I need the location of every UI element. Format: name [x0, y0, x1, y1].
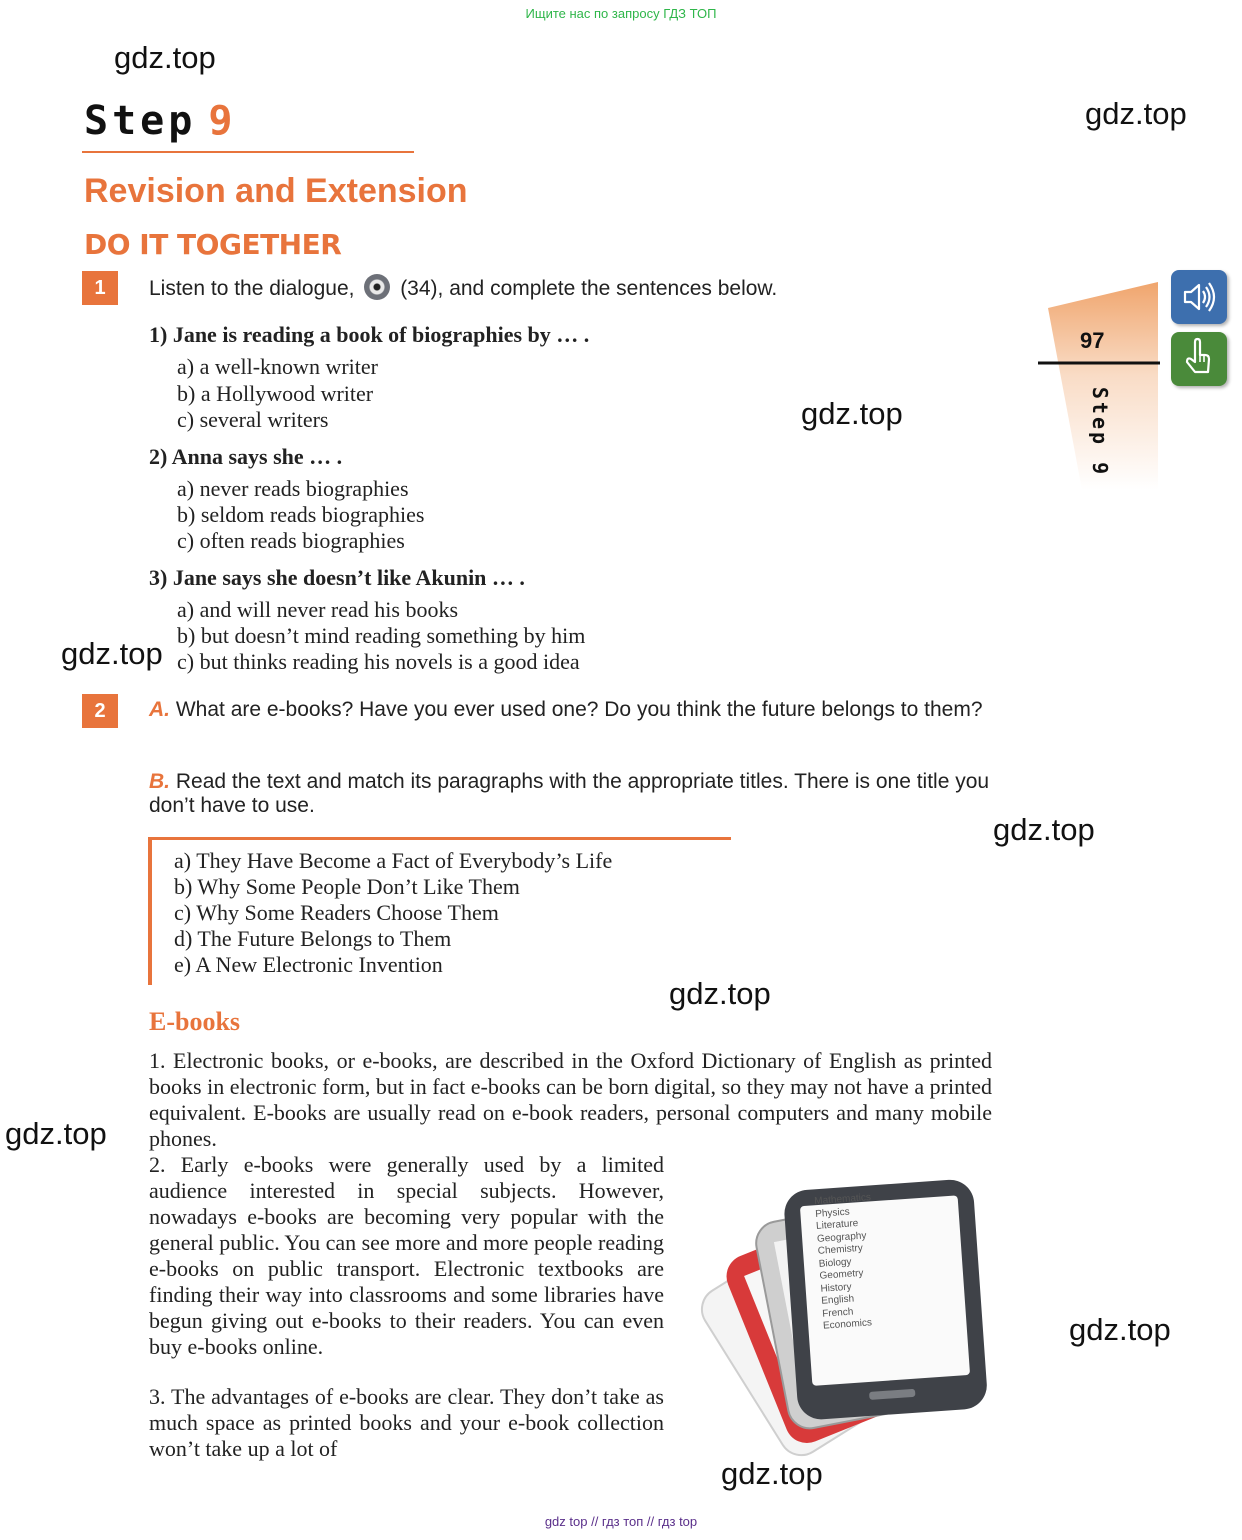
question: 3) Jane says she doesn’t like Akunin … . — [149, 565, 525, 590]
ex2-part-a — [149, 698, 993, 722]
paragraph-2: 2. Early e-books were generally used by a limited audience interested in special subjects. However, nowadays e-books are becoming very popular with the general public. You can see more and more people reading e-books on public transport. Electronic textbooks are finding their way into classrooms and some libraries have begun giving out e-books to their readers. You can even buy e-books online. — [149, 1152, 664, 1359]
ereader-menu-item: Physics — [814, 1206, 851, 1220]
ex1-instruction — [149, 274, 777, 301]
text-heading: E-books — [149, 1007, 241, 1036]
step-number: 9 — [208, 98, 237, 144]
paragraph-1: 1. Electronic books, or e-books, are described in the Oxford Dictionary of English as printed books in electronic form, but in fact e-books can be born digital, so they may not have a printed equivalent. E-books are usually read on e-book readers, personal computers and many mobile phones. — [149, 1048, 992, 1151]
option: c) but thinks reading his novels is a good idea — [177, 649, 580, 674]
footer-links[interactable]: gdz top // гдз топ // гдз top — [544, 1514, 698, 1529]
audio-button[interactable] — [1171, 270, 1227, 324]
title-option: e) A New Electronic Invention — [174, 952, 443, 977]
watermark: gdz.top — [721, 1456, 823, 1491]
watermark: gdz.top — [1069, 1312, 1171, 1347]
section-title: Revision and Extension — [84, 172, 468, 210]
watermark: gdz.top — [801, 396, 903, 431]
watermark: gdz.top — [993, 812, 1095, 847]
watermark: gdz.top — [5, 1116, 107, 1151]
title-option: b) Why Some People Don’t Like Them — [174, 874, 520, 899]
ex2-a-text: What are e-books? Have you ever used one? Do you think the future belongs to them? — [175, 698, 983, 721]
speaker-icon — [1171, 270, 1227, 324]
paragraph-3: 3. The advantages of e-books are clear. They don’t take as much space as printed books and your e-book collection won’t take up a lot of — [149, 1384, 664, 1461]
ereader-menu-item: Chemistry — [817, 1242, 864, 1257]
option: b) a Hollywood writer — [177, 381, 374, 406]
ereader-menu-item: Mathematics — [814, 1192, 872, 1207]
ereader-menu-item: Geography — [816, 1229, 867, 1245]
option: c) several writers — [177, 407, 329, 432]
title-option: a) They Have Become a Fact of Everybody’s Life — [174, 848, 613, 873]
watermark: gdz.top — [669, 976, 771, 1011]
option: b) seldom reads biographies — [177, 502, 425, 527]
watermark: gdz.top — [1085, 96, 1187, 131]
question: 2) Anna says she … . — [149, 444, 343, 469]
subsection-title: DO IT TOGETHER — [84, 228, 342, 261]
step-title — [84, 98, 236, 144]
option: b) but doesn’t mind reading something by him — [177, 623, 586, 648]
ex1-instruction-after: (34), and complete the sentences below. — [400, 277, 778, 300]
ereader-menu-item: Literature — [815, 1217, 859, 1232]
step-underline — [82, 151, 414, 153]
touch-button[interactable] — [1171, 332, 1227, 386]
step-vertical: Step 9 — [1088, 386, 1112, 478]
option: a) never reads biographies — [177, 476, 409, 501]
option: a) and will never read his books — [177, 597, 459, 622]
option: c) often reads biographies — [177, 528, 405, 553]
page-number: 97 — [1080, 328, 1105, 353]
title-option: d) The Future Belongs to Them — [174, 926, 452, 951]
ereader-menu-item: History — [820, 1281, 852, 1295]
ex1-instruction-before: Listen to the dialogue, — [149, 277, 355, 300]
ereader-menu-item: Biology — [818, 1256, 852, 1270]
cd-icon[interactable] — [364, 274, 390, 300]
hand-pointer-icon — [1171, 332, 1227, 386]
watermark: gdz.top — [114, 40, 216, 75]
exercise-number: 2 — [82, 694, 118, 728]
ex2-a-label: A. — [149, 698, 170, 721]
ex2-part-b — [149, 770, 993, 818]
step-word: Step — [84, 98, 197, 144]
ereader-menu-item: English — [820, 1293, 855, 1307]
watermark: gdz.top — [61, 636, 163, 671]
ereader-illustration — [696, 1160, 1012, 1460]
ex2-b-label: B. — [149, 770, 170, 793]
step-vertical-wrap — [1086, 382, 1112, 482]
option: a) a well-known writer — [177, 354, 378, 379]
ereader-menu-item: French — [821, 1306, 854, 1320]
titles-list — [174, 848, 734, 978]
ereader-menu-item: Geometry — [819, 1267, 864, 1282]
ereader-front — [783, 1178, 989, 1421]
title-option: c) Why Some Readers Choose Them — [174, 900, 499, 925]
ex2-b-text: Read the text and match its paragraphs with the appropriate titles. There is one title you don’t have to use. — [149, 770, 990, 817]
ereader-menu-item: Economics — [822, 1317, 873, 1332]
top-banner[interactable]: Ищите нас по запросу ГДЗ ТОП — [525, 6, 717, 21]
question: 1) Jane is reading a book of biographies by … . — [149, 322, 590, 347]
exercise-number: 1 — [82, 271, 118, 305]
ereader-menu — [814, 1192, 880, 1333]
